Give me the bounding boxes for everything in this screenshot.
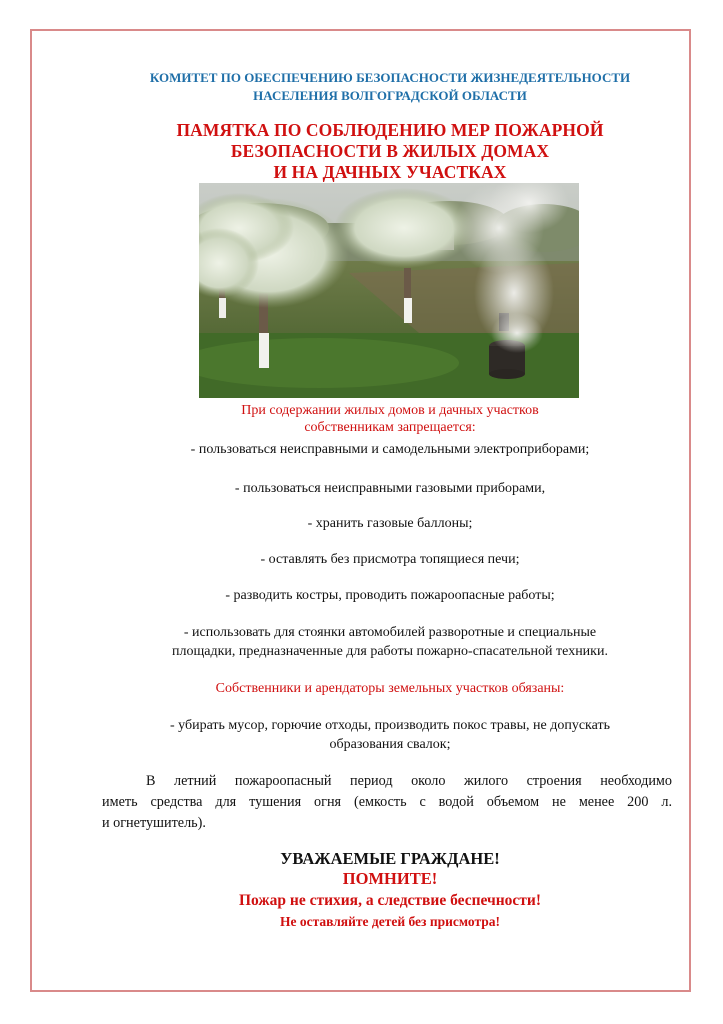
memo-title-line-3: И НА ДАЧНЫХ УЧАСТКАХ [273,162,507,182]
committee-line-2: НАСЕЛЕНИЯ ВОЛГОГРАДСКОЙ ОБЛАСТИ [253,88,527,103]
prohibited-lead [60,402,720,436]
prohibited-lead-line-2: собственникам запрещается: [304,420,476,435]
prohibited-lead-line-1: При содержании жилых домов и дачных участков [241,403,539,418]
memo-title [40,120,723,183]
obligations-lead: Собственники и арендаторы земельных участков обязаны: [215,681,565,696]
summer-line-2: иметь средства для тушения огня (емкость с водой объемом не менее 200 л. [102,794,672,810]
obligations-item-line-1: - убирать мусор, горючие отходы, производить покос травы, не допускать [169,718,610,733]
summer-line-3: и огнетушитель). [102,815,206,831]
garden-smoke-photo [199,183,579,398]
memo-title-line-2: БЕЗОПАСНОСТИ В ЖИЛЫХ ДОМАХ [230,141,550,161]
summer-paragraph [102,771,672,834]
appeal-fire-warning: Пожар не стихия, а следствие беспечности! [238,892,542,909]
obligations-item-line-2: образования свалок; [329,737,451,752]
committee-line-1: КОМИТЕТ ПО ОБЕСПЕЧЕНИЮ БЕЗОПАСНОСТИ ЖИЗНЕДЕЯТЕЛЬНОСТИ [149,70,631,85]
prohibited-item-1: - пользоваться неисправными и самодельными электроприборами; [190,442,590,457]
prohibited-item-4: - оставлять без присмотра топящиеся печи; [260,552,520,567]
appeal-heading: УВАЖАЕМЫЕ ГРАЖДАНЕ! [280,849,500,868]
summer-line-1: В летний пожароопасный период около жилого строения необходимо [146,773,672,789]
prohibited-item-parking-line-1: - использовать для стоянки автомобилей разворотные и специальные [183,625,597,640]
prohibited-item-2: - пользоваться неисправными газовыми приборами, [234,481,546,496]
appeal-children-warning: Не оставляйте детей без присмотра! [279,914,501,929]
prohibited-item-parking-line-2: площадки, предназначенные для работы пожарно-спасательной техники. [172,644,608,659]
appeal-remember: ПОМНИТЕ! [342,869,438,888]
memo-title-line-1: ПАМЯТКА ПО СОБЛЮДЕНИЮ МЕР ПОЖАРНОЙ [176,120,604,140]
prohibited-item-3: - хранить газовые баллоны; [307,516,473,531]
committee-header [60,69,720,105]
prohibited-item-5: - разводить костры, проводить пожароопасные работы; [225,588,555,603]
